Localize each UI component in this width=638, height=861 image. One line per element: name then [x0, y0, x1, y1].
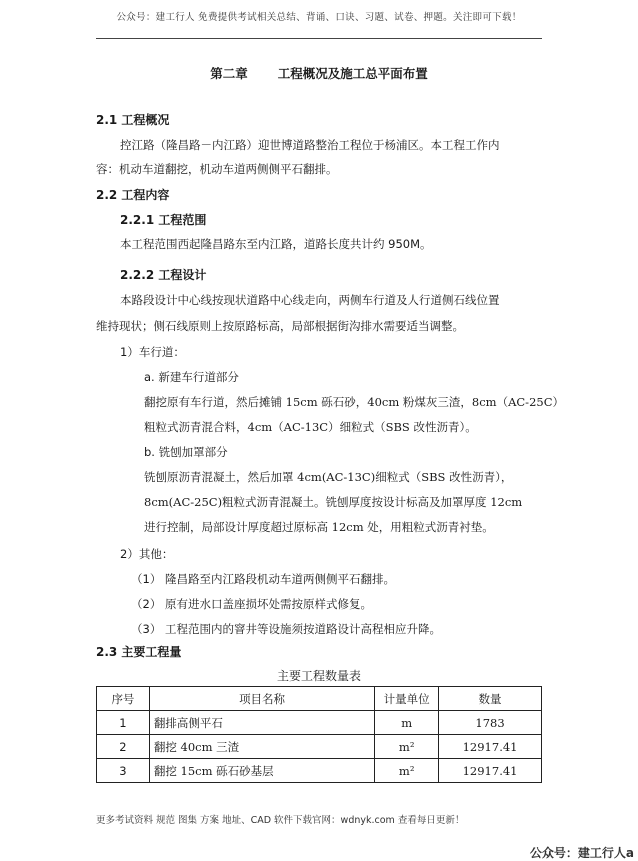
item-a-label: a. 新建车行道部分 — [144, 370, 239, 384]
table-cell: 3 — [97, 759, 150, 783]
other-item-3: （3） 工程范围内的窨井等设施须按道路设计高程相应升降。 — [131, 622, 441, 636]
item-a-line-1: 翻挖原有车行道，然后摊铺 15cm 砾石砂，40cm 粉煤灰三渣，8cm（AC-25C） — [144, 395, 565, 409]
table-cell: 1783 — [439, 711, 542, 735]
table-cell: 翻挖 40cm 三渣 — [149, 735, 374, 759]
design-line-1: 本路段设计中心线按现状道路中心线走向，两侧车行道及人行道侧石线位置 — [120, 293, 500, 307]
item-b-label: b. 铣刨加罩部分 — [144, 445, 228, 459]
table-cell: 12917.41 — [439, 759, 542, 783]
table-row — [97, 735, 542, 759]
item-2-label: 2）其他： — [120, 547, 174, 561]
quantity-table — [96, 686, 542, 783]
section-2-2-1-heading: 2.2.1 工程范围 — [120, 213, 207, 227]
table-cell: m² — [375, 735, 439, 759]
item-b-line-3: 进行控制，局部设计厚度超过原标高 12cm 处，用粗粒式沥青衬垫。 — [144, 520, 494, 534]
section-2-3-heading: 2.3 主要工程量 — [96, 645, 182, 659]
table-cell: 2 — [97, 735, 150, 759]
other-item-1: （1） 隆昌路至内江路段机动车道两侧侧平石翻排。 — [131, 572, 395, 586]
page-header: 公众号：建工行人 免费提供考试相关总结、背诵、口诀、习题、试卷、押题。关注即可下载！ — [116, 12, 522, 23]
table-header-cell: 数量 — [439, 687, 542, 711]
item-1-label: 1）车行道： — [120, 345, 185, 359]
table-cell: 翻排高侧平石 — [149, 711, 374, 735]
chapter-name: 工程概况及施工总平面布置 — [277, 66, 428, 81]
table-header-row — [97, 687, 542, 711]
section-2-2-2-heading: 2.2.2 工程设计 — [120, 268, 207, 282]
table-row — [97, 711, 542, 735]
watermark: 公众号：建工行人a — [529, 846, 634, 860]
chapter-number: 第二章 — [210, 66, 248, 81]
table-header-cell: 计量单位 — [375, 687, 439, 711]
header-divider — [96, 38, 542, 39]
design-line-2: 维持现状；侧石线原则上按原路标高，局部根据街沟排水需要适当调整。 — [96, 319, 464, 333]
scope-text: 本工程范围西起隆昌路东至内江路，道路长度共计约 950M。 — [120, 237, 432, 251]
overview-line-1: 控江路（隆昌路－内江路）迎世博道路整治工程位于杨浦区。本工程工作内 — [120, 138, 500, 152]
section-2-2-heading: 2.2 工程内容 — [96, 188, 170, 202]
table-cell: 翻挖 15cm 砾石砂基层 — [149, 759, 374, 783]
table-row — [97, 759, 542, 783]
item-b-line-2: 8cm(AC-25C)粗粒式沥青混凝土。铣刨厚度按设计标高及加罩厚度 12cm — [144, 495, 523, 509]
overview-line-2: 容：机动车道翻挖，机动车道两侧侧平石翻排。 — [96, 162, 338, 176]
item-a-line-2: 粗粒式沥青混合料，4cm（AC-13C）细粒式（SBS 改性沥青）。 — [144, 420, 477, 434]
page-footer: 更多考试资料 规范 图集 方案 地址、CAD 软件下载官网：wdnyk.com 查看每日更新！ — [96, 815, 465, 826]
table-cell: m² — [375, 759, 439, 783]
table-cell: 1 — [97, 711, 150, 735]
table-caption: 主要工程数量表 — [276, 669, 361, 683]
table-cell: 12917.41 — [439, 735, 542, 759]
item-b-line-1: 铣刨原沥青混凝土，然后加罩 4cm(AC-13C)细粒式（SBS 改性沥青）， — [144, 470, 513, 484]
chapter-title — [0, 64, 638, 82]
table-header-cell: 项目名称 — [149, 687, 374, 711]
table-header-cell: 序号 — [97, 687, 150, 711]
other-item-2: （2） 原有进水口盖座损坏处需按原样式修复。 — [131, 597, 372, 611]
table-cell: m — [375, 711, 439, 735]
section-2-1-heading: 2.1 工程概况 — [96, 113, 170, 127]
